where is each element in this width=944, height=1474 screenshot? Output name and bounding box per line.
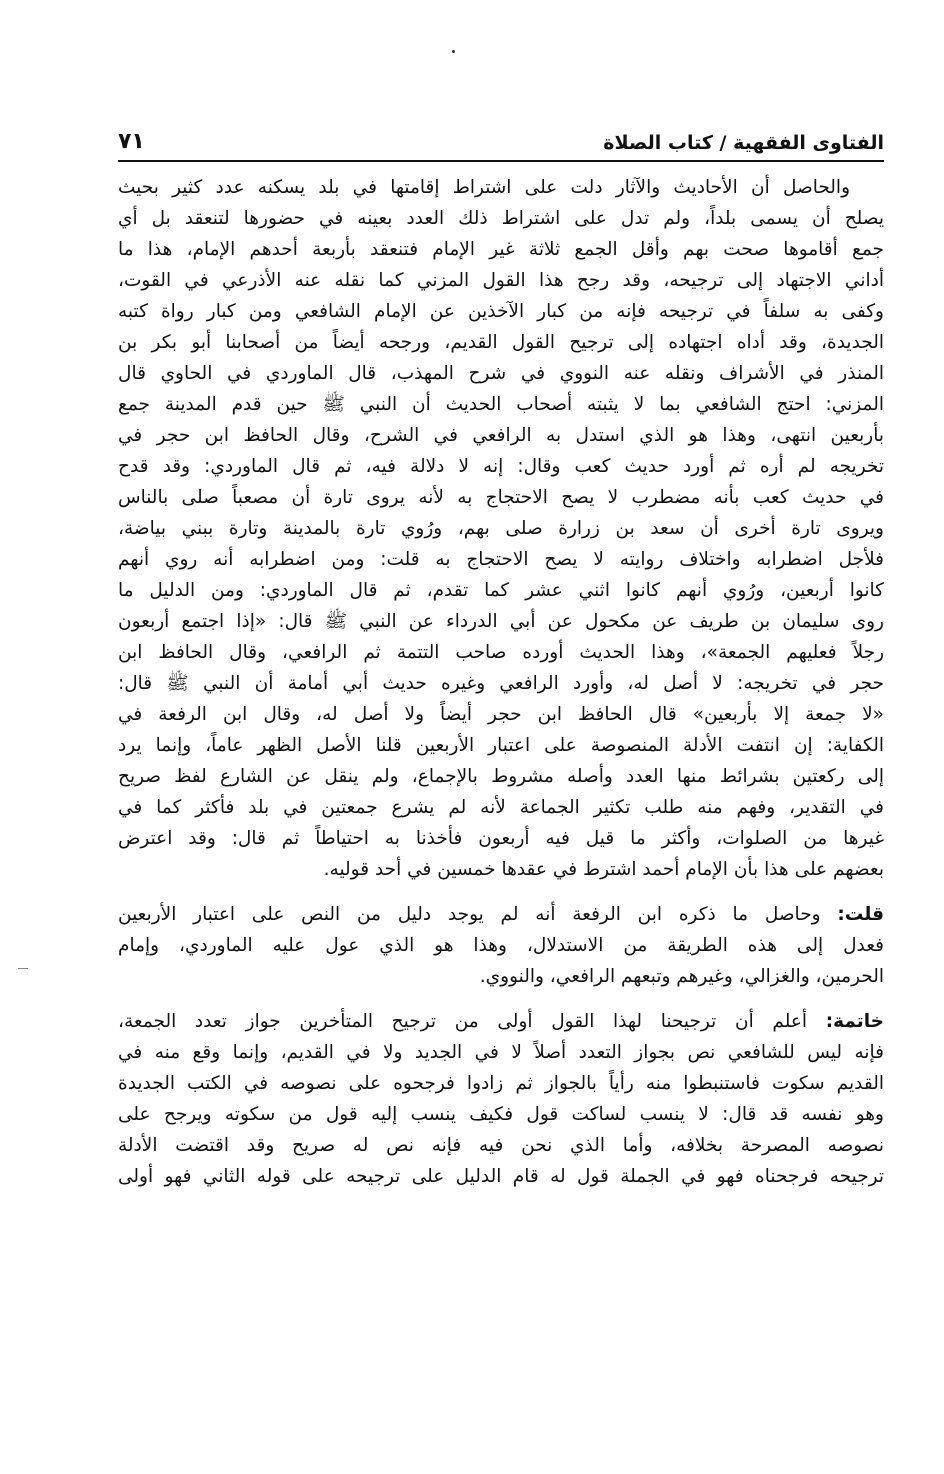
text-line: الكفاية: إن انتفت الأدلة المنصوصة على اعتبار الأربعين قلنا الأصل الظهر عاماً، وإنما يرد	[118, 735, 884, 756]
text-line: «لا جمعة إلا بأربعين» قال الحافظ ابن حجر أيضاً ولا أصل له، وقال ابن الرفعة في	[118, 704, 884, 725]
text-line: أداني الاجتهاد إلى ترجيحه، وقد رجح هذا القول المزني كما نقله عنه الأذرعي في القوت،	[118, 270, 884, 291]
line-text: أعلم أن ترجيحنا لهذا القول أولى من ترجيح المتأخرين جواز تعدد الجمعة،	[118, 1011, 808, 1032]
text-line: ويروى تارة أخرى أن سعد بن زرارة صلى بهم، ورُوي تارة بالمدينة وتارة ببني بياضة،	[118, 518, 884, 539]
text-line: وهو نفسه قد قال: لا ينسب لساكت قول فكيف ينسب إليه قول من سكوته ويرجح على	[118, 1104, 884, 1125]
text-line: الجديدة، وقد أداه اجتهاده إلى ترجيح القول القديم، ورجحه أيضاً من أصحابنا أبو بكر بن	[118, 332, 884, 353]
book-title: الفتاوى الفقهية	[733, 132, 884, 154]
text-line: المنذر في الأشراف ونقله عنه النووي في شرح المهذب، قال الماوردي في الحاوي قال	[118, 363, 884, 384]
text-line: رجلاً فعليهم الجمعة»، وهذا الحديث أورده صاحب التتمة ثم الرافعي، وقال الحافظ ابن	[118, 642, 884, 663]
text-line: ترجيحه فرجحناه فهو في الجملة قول له قام الدليل على ترجيحه على قوله الثاني فهو أولى	[118, 1166, 884, 1187]
chapter-title: كتاب الصلاة	[603, 132, 713, 154]
text-line: في التقدير، وفهم منه طلب تكثير الجماعة لأنه لم يشرع جمعتين في بلد فأكثر كما في	[118, 797, 884, 818]
header-rule	[118, 160, 884, 162]
running-header	[118, 120, 884, 154]
page-number: ٧١	[118, 129, 145, 154]
text-line: حجر في تخريجه: لا أصل له، وأورد الرافعي وغيره حديث أبي أمامة أن النبي ﷺ قال:	[118, 673, 884, 694]
text-line	[118, 899, 884, 930]
line-text: وحاصل ما ذكره ابن الرفعة أنه لم يوجد دليل من النص على اعتبار الأربعين	[118, 904, 821, 925]
paragraph-khatima	[118, 1006, 884, 1192]
text-line: فإنه ليس للشافعي نص بجواز التعدد أصلاً لا في الجديد ولا في القديم، وإنما وقع منه في	[118, 1042, 884, 1063]
text-line: بأربعين انتهى، وهذا هو الذي استدل به الرافعي في الشرح، وقال الحافظ ابن حجر في	[118, 425, 884, 446]
text-line: جمع أقاموها صحت بهم وأقل الجمع ثلاثة غير الإمام فتنعقد بأربعة أحدهم الإمام، هذا ما	[118, 239, 884, 260]
paragraph-gap	[118, 992, 884, 1006]
text-line: غيرها من الصلوات، وأكثر ما قيل فيه أربعون فأخذنا به احتياطاً ثم قال: وقد اعترض	[118, 828, 884, 849]
text-line: تخريجه لم أره ثم أورد حديث كعب وقال: إنه لا دلالة فيه، ثم قال الماوردي: وقد قدح	[118, 456, 884, 477]
text-line: الحرمين، والغزالي، وغيرهم وتبعهم الرافعي، والنووي.	[479, 966, 884, 987]
text-line	[118, 1006, 884, 1037]
text-line: والحاصل أن الأحاديث والآثار دلت على اشتراط إقامتها في بلد يسكنه عدد كثير بحيث	[118, 177, 850, 198]
text-line: وكفى به سلفاً في ترجيحه فإنه من كبار الآخذين عن الإمام الشافعي ومن كبار رواة كتبه	[118, 301, 884, 322]
scan-speck	[452, 50, 455, 53]
text-line: فعدل إلى هذه الطريقة من الاستدلال، وهذا هو الذي عول عليه الماوردي، وإمام	[118, 935, 884, 956]
text-line: روى سليمان بن طريف عن مكحول عن أبي الدرداء عن النبي ﷺ قال: «إذا اجتمع أربعون	[118, 611, 884, 632]
title-separator: /	[719, 132, 727, 154]
margin-mark	[18, 968, 28, 969]
text-line: نصوصه المصرحة بخلافه، وأما الذي نحن فيه فإنه نص له صريح وقد اقتضت الأدلة	[118, 1135, 884, 1156]
paragraph-gap	[118, 885, 884, 899]
header-title	[603, 132, 884, 154]
text-line: فلأجل اضطرابه واختلاف روايته لا يصح الاحتجاج به قلت: ومن اضطرابه أنه روي أنهم	[118, 549, 884, 570]
text-line: إلى ركعتين بشرائط منها العدد وأصله مشروط بالإجماع، ولم ينقل عن الشارع لفظ صريح	[118, 766, 884, 787]
paragraph-lead: قلت:	[837, 904, 884, 925]
text-line: يصلح أن يسمى بلداً، ولم تدل على اشتراط ذلك العدد بعينه في حضورها لتنعقد بل أي	[118, 208, 884, 229]
text-line: المزني: احتج الشافعي بما لا يثبته أصحاب الحديث أن النبي ﷺ حين قدم المدينة جمع	[118, 394, 884, 415]
paragraph-main	[118, 172, 884, 885]
text-line: كانوا أربعين، ورُوي أنهم كانوا اثني عشر كما تقدم، ثم قال الماوردي: ومن الدليل ما	[118, 580, 884, 601]
page-body	[118, 172, 884, 1192]
text-line: بعضهم على هذا بأن الإمام أحمد اشترط في عقدها خمسين في أحد قوليه.	[323, 859, 884, 880]
text-line: في حديث كعب بأنه مضطرب لا يصح الاحتجاج به لأنه يروى تارة أن مصعباً صلى بالناس	[118, 487, 884, 508]
text-line: القديم سكوت فاستنبطوا منه رأياً بالجواز ثم زادوا فرجحوه على نصوصه في الكتب الجديدة	[118, 1073, 884, 1094]
paragraph-qultu	[118, 899, 884, 992]
paragraph-lead: خاتمة:	[825, 1011, 884, 1032]
